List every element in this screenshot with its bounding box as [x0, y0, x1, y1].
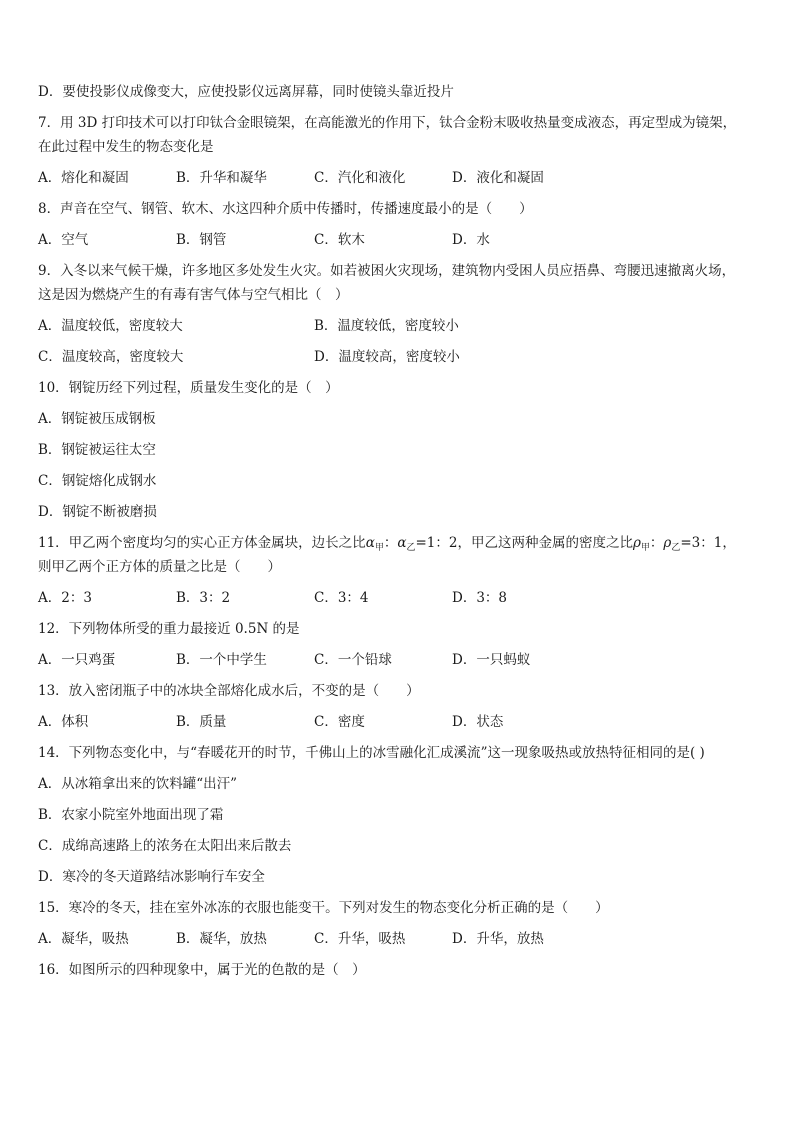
q10-option-d: D．钢锭不断被磨损 — [38, 504, 157, 520]
q10-option-a: A．钢锭被压成钢板 — [38, 411, 156, 427]
q13-options — [38, 710, 764, 741]
q14-option-a: A．从冰箱拿出来的饮料罐“出汗” — [38, 776, 238, 792]
q11-stem-line2: 则甲乙两个正方体的质量之比是（ ） — [38, 559, 281, 575]
q9-options-row1 — [38, 314, 764, 345]
q11-colon-2: ： — [649, 535, 664, 551]
q9-option-b: B．温度较低，密度较小 — [314, 318, 459, 334]
q11-sub-jia: 甲 — [374, 543, 384, 553]
q7-option-a: A．熔化和凝固 — [38, 170, 129, 186]
q7-option-d: D．液化和凝固 — [452, 170, 544, 186]
q15-stem: 15．寒冷的冬天，挂在室外冰冻的衣服也能变干。下列对发生的物态变化分析正确的是（ ） — [38, 900, 609, 916]
q8-options — [38, 228, 764, 259]
q13-option-a: A．体积 — [38, 714, 89, 730]
q9-option-a: A．温度较低，密度较大 — [38, 318, 183, 334]
q8-option-a: A．空气 — [38, 232, 89, 248]
q11-rho-1: ρ — [632, 535, 641, 551]
q11-option-a: A．2：3 — [38, 590, 92, 606]
q11-stem-part-a: 11．甲乙两个密度均匀的实心正方体金属块，边长之比 — [38, 535, 366, 551]
q9-stem-line1: 9．入冬以来气候干燥，许多地区多处发生火灾。如若被困火灾现场，建筑物内受困人员应捂鼻、弯腰迅速撤离火场， — [38, 263, 736, 279]
q7-stem-line1: 7．用 3D 打印技术可以打印钛合金眼镜架，在高能激光的作用下，钛合金粉末吸收热量变成液态，再定型成为镜架， — [38, 115, 737, 131]
q11-rho-sub-yi: 乙 — [671, 543, 681, 553]
q14-option-c: C．成绵高速路上的浓务在太阳出来后散去 — [38, 838, 292, 854]
q11-stem-line1 — [38, 531, 764, 555]
q12-stem: 12．下列物体所受的重力最接近 0.5N 的是 — [38, 621, 300, 637]
q11-a-symbol: ɑ — [365, 535, 375, 551]
q13-stem: 13．放入密闭瓶子中的冰块全部熔化成水后，不变的是（ ） — [38, 683, 420, 699]
q14-stem: 14．下列物态变化中，与“春暖花开的时节，千佛山上的冰雪融化汇成溪流”这一现象吸热或放热特征相同的是( ) — [38, 745, 705, 761]
q11-option-b: B．3：2 — [176, 590, 231, 606]
q11-stem-part-b: =1：2，甲乙这两种金属的密度之比 — [415, 535, 633, 551]
q7-stem-line2: 在此过程中发生的物态变化是 — [38, 139, 214, 155]
q7-options — [38, 166, 764, 197]
q15-option-c: C．升华，吸热 — [314, 931, 406, 947]
q11-options — [38, 586, 764, 617]
q11-rho-2: ρ — [663, 535, 672, 551]
q10-stem: 10．钢锭历经下列过程，质量发生变化的是（ ） — [38, 380, 339, 396]
q9-stem-line2: 这是因为燃烧产生的有毒有害气体与空气相比（ ） — [38, 287, 349, 303]
q15-option-a: A．凝华，吸热 — [38, 931, 129, 947]
q14-option-d: D．寒冷的冬天道路结冰影响行车安全 — [38, 869, 265, 885]
q12-option-d: D．一只蚂蚁 — [452, 652, 531, 668]
q11-option-c: C．3：4 — [314, 590, 369, 606]
q11-colon: ： — [383, 535, 398, 551]
q8-option-d: D．水 — [452, 232, 490, 248]
q15-option-b: B．凝华，放热 — [176, 931, 267, 947]
q8-option-c: C．软木 — [314, 232, 365, 248]
q9-option-d: D．温度较高，密度较小 — [314, 349, 460, 365]
q13-option-c: C．密度 — [314, 714, 365, 730]
q10-option-c: C．钢锭熔化成钢水 — [38, 473, 157, 489]
q12-option-c: C．一个铅球 — [314, 652, 392, 668]
exam-page — [38, 80, 764, 989]
q11-rho-sub-jia: 甲 — [640, 543, 650, 553]
q7-option-c: C．汽化和液化 — [314, 170, 406, 186]
q9-options-row2 — [38, 345, 764, 376]
q11-sub-yi: 乙 — [406, 543, 416, 553]
q13-option-b: B．质量 — [176, 714, 227, 730]
q11-option-d: D．3：8 — [452, 590, 508, 606]
q15-option-d: D．升华，放热 — [452, 931, 544, 947]
q9-option-c: C．温度较高，密度较大 — [38, 349, 184, 365]
q12-option-a: A．一只鸡蛋 — [38, 652, 116, 668]
q13-option-d: D．状态 — [452, 714, 504, 730]
q14-option-b: B．农家小院室外地面出现了霜 — [38, 807, 224, 823]
q6-option-d: D．要使投影仪成像变大，应使投影仪远离屏幕，同时使镜头靠近投片 — [38, 84, 454, 100]
q11-stem-part-c: =3：1， — [680, 535, 736, 551]
q11-b-symbol: ɑ — [397, 535, 407, 551]
q8-stem: 8．声音在空气、钢管、软木、水这四种介质中传播时，传播速度最小的是（ ） — [38, 201, 533, 217]
q8-option-b: B．钢管 — [176, 232, 227, 248]
q7-option-b: B．升华和凝华 — [176, 170, 267, 186]
q12-options — [38, 648, 764, 679]
q16-stem: 16．如图所示的四种现象中，属于光的色散的是（ ） — [38, 962, 366, 978]
q15-options — [38, 927, 764, 958]
q12-option-b: B．一个中学生 — [176, 652, 267, 668]
q10-option-b: B．钢锭被运往太空 — [38, 442, 156, 458]
